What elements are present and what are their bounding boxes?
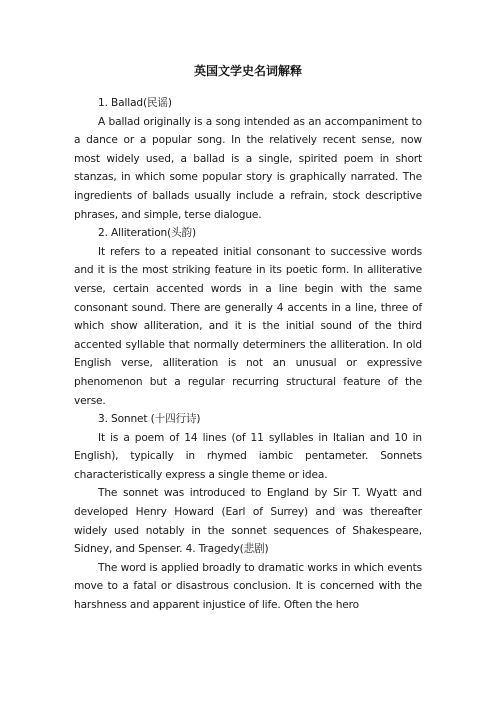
paragraph-sonnet-history: The sonnet was introduced to England by Sir T. Wyatt and developed Henry Howard (Earl of Surrey) and was thereafter widely used notably in the sonnet sequences of Shakespeare, Sidney, and Spenser. 4. Tragedy(悲剧): [74, 487, 422, 556]
paragraph-ballad-definition: A ballad originally is a song intended as an accompaniment to a dance or a popular song. In the relatively recent sense, now most widely used, a ballad is a single, spirited poem in short stanzas, in which some popular story is graphically narrated. The ingredients of ballads usually include a refrain, stock descriptive phrases, and simple, terse dialogue.: [74, 115, 422, 221]
heading-alliteration: 2. Alliteration(头韵): [98, 227, 196, 240]
paragraph-alliteration-definition: It refers to a repeated initial consonant to successive words and it is the most striking feature in its poetic form. In alliterative verse, certain accented words in a line begin with the same consonant sound. There are generally 4 accents in a line, three of which show alliteration, and it is the initial sound of the third accented syllable that normally determiners the alliteration. In old English verse, alliteration is not an unusual or expressive phenomenon but a regular recurring structural feature of the verse.: [74, 245, 422, 407]
heading-ballad: 1. Ballad(民谣): [98, 97, 172, 109]
document-body: [74, 94, 422, 615]
paragraph-sonnet-definition: It is a poem of 14 lines (of 11 syllables in Italian and 10 in English), typically in rhymed iambic pentameter. Sonnets characteristically express a single theme or idea.: [74, 431, 422, 481]
heading-sonnet: 3. Sonnet (十四行诗): [98, 413, 201, 426]
paragraph-tragedy-definition: The word is applied broadly to dramatic works in which events move to a fatal or disastrous conclusion. It is concerned with the harshness and apparent injustice of life. Often the hero: [74, 561, 422, 612]
document-title: 英国文学史名词解释: [193, 64, 302, 78]
